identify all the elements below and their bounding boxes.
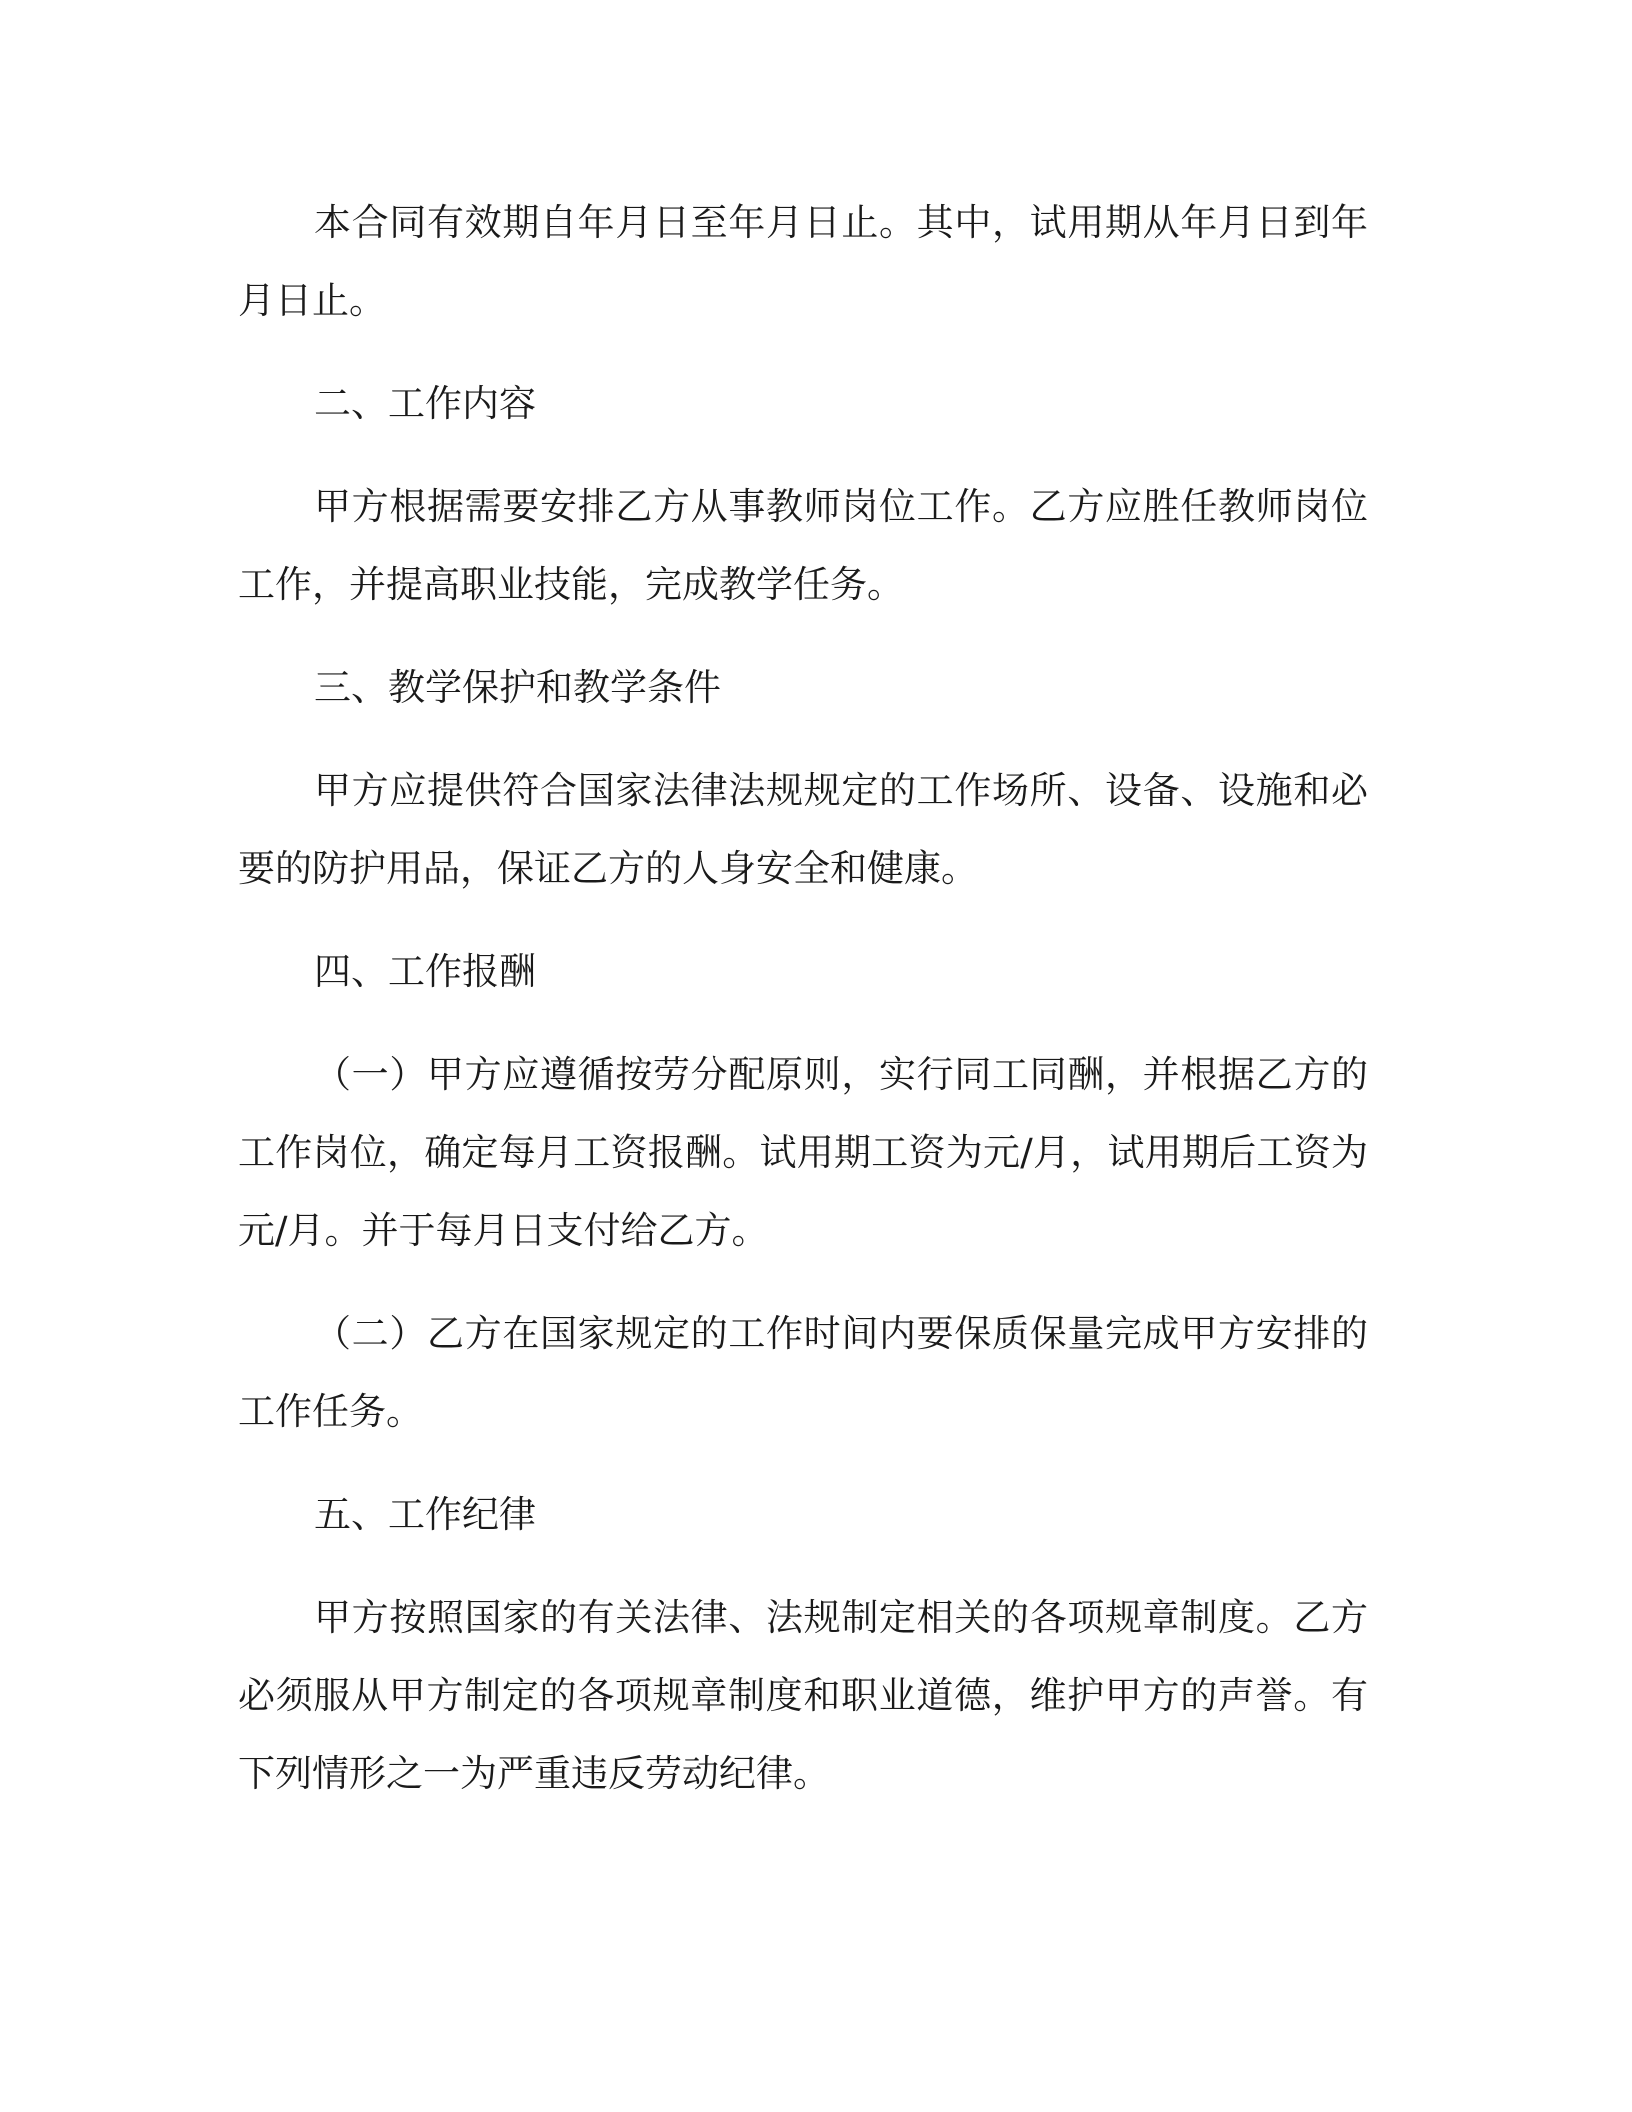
section-heading-protection: 三、教学保护和教学条件 [314, 666, 721, 709]
discipline-paragraph: 甲方按照国家的有关法律、法规制定相关的各项规章制度。乙方必须服从甲方制定的各项规章制度和职业道德，维护甲方的声誉。有下列情形之一为严重违反劳动纪律。 [238, 1596, 1368, 1795]
remuneration-paragraph-2: （二）乙方在国家规定的工作时间内要保质保量完成甲方安排的工作任务。 [238, 1312, 1368, 1433]
term-paragraph: 本合同有效期自年月日至年月日止。其中，试用期从年月日到年月日止。 [238, 201, 1368, 322]
remuneration-paragraph-1: （一）甲方应遵循按劳分配原则，实行同工同酬，并根据乙方的工作岗位，确定每月工资报酬。试用期工资为元/月，试用期后工资为元/月。并于每月日支付给乙方。 [238, 1053, 1368, 1252]
section-heading-discipline: 五、工作纪律 [314, 1493, 536, 1536]
protection-paragraph: 甲方应提供符合国家法律法规规定的工作场所、设备、设施和必要的防护用品，保证乙方的人身安全和健康。 [238, 769, 1368, 890]
section-heading-work-content: 二、工作内容 [314, 382, 536, 425]
work-content-paragraph: 甲方根据需要安排乙方从事教师岗位工作。乙方应胜任教师岗位工作，并提高职业技能，完成教学任务。 [238, 485, 1368, 606]
document-body [238, 184, 1368, 1838]
section-heading-remuneration: 四、工作报酬 [314, 950, 536, 993]
